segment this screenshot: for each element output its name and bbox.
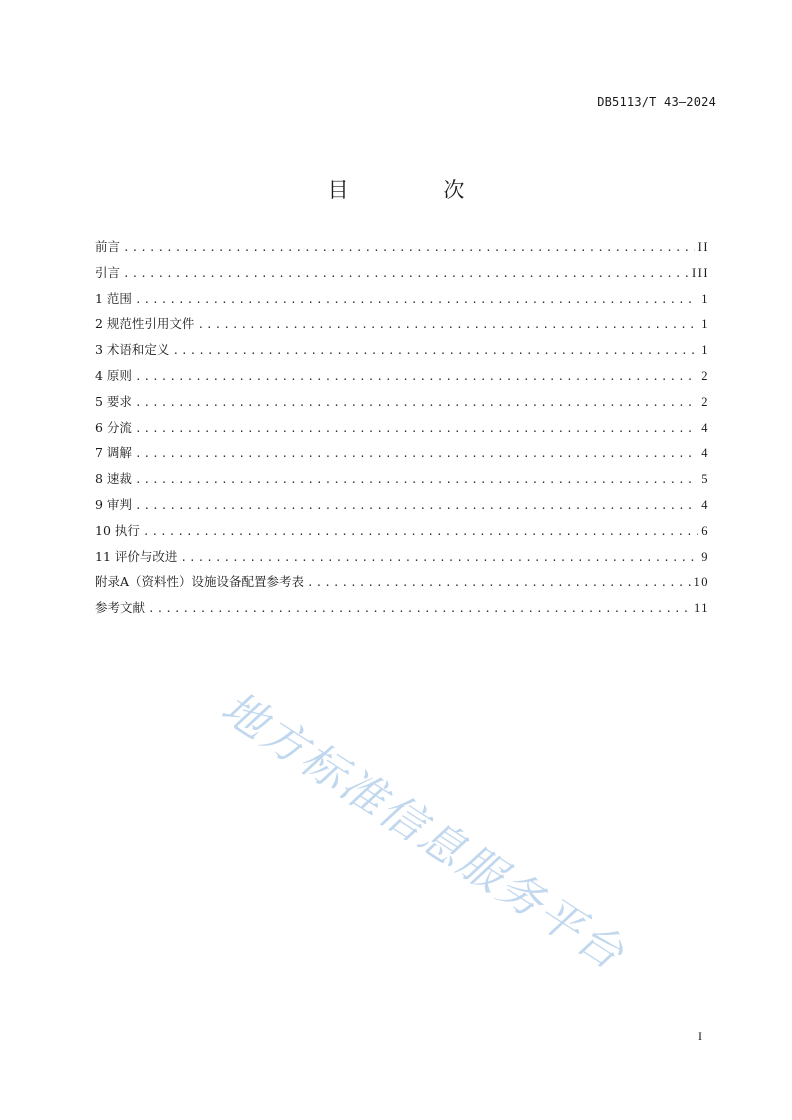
toc-entry-label: 前言 (95, 239, 121, 254)
dot-leader (135, 290, 698, 310)
toc-entry-appendix-a[interactable] (95, 572, 709, 598)
dot-leader (143, 522, 698, 542)
toc-entry-label: 1 范围 (95, 290, 132, 306)
toc-entry-label: 2 规范性引用文件 (95, 316, 195, 332)
toc-entry-label: 7 调解 (95, 445, 132, 461)
toc-entry-page: 2 (701, 368, 709, 383)
toc-entry-label: 9 审判 (95, 496, 132, 512)
toc-entry-label: 5 要求 (95, 393, 132, 409)
toc-entry-evaluation-improvement[interactable] (95, 547, 709, 573)
toc-entry-trial[interactable] (95, 495, 709, 521)
dot-leader (135, 419, 698, 439)
dot-leader (197, 315, 698, 335)
toc-entry-label: 4 原则 (95, 367, 132, 383)
toc-entry-terms-definitions[interactable] (95, 340, 709, 366)
toc-entry-label: 参考文献 (95, 600, 146, 616)
toc-entry-page: 9 (701, 549, 709, 564)
toc-entry-page: III (692, 265, 709, 280)
toc-entry-label: 6 分流 (95, 419, 132, 435)
page-title: 目 次 (327, 178, 509, 202)
toc-entry-page: 1 (701, 343, 709, 358)
dot-leader (123, 264, 689, 284)
toc-entry-label: 8 速裁 (95, 471, 132, 487)
toc-entry-page: 1 (701, 291, 709, 306)
toc-entry-page: 5 (701, 472, 709, 487)
dot-leader (172, 341, 698, 361)
toc-entry-page: 10 (693, 575, 709, 590)
dot-leader (135, 367, 698, 387)
dot-leader (135, 470, 698, 490)
document-code: DB5113/T 43—2024 (597, 95, 716, 109)
toc-entry-page: 4 (701, 420, 709, 435)
toc-entry-fast-track[interactable] (95, 469, 709, 495)
toc-entry-label: 附录A（资料性）设施设备配置参考表 (95, 574, 305, 590)
dot-leader (135, 444, 698, 464)
dot-leader (180, 548, 698, 568)
toc-entry-page: 11 (693, 601, 709, 616)
dot-leader (123, 238, 695, 258)
toc-entry-page: 4 (701, 497, 709, 512)
toc-entry-page: 4 (701, 446, 709, 461)
dot-leader (135, 393, 698, 413)
dot-leader (148, 599, 691, 619)
toc-entry-introduction[interactable] (95, 263, 709, 289)
toc-entry-diversion[interactable] (95, 418, 709, 444)
toc-entry-label: 3 术语和定义 (95, 342, 170, 358)
toc-entry-page: 2 (701, 394, 709, 409)
toc-entry-mediation[interactable] (95, 443, 709, 469)
toc-entry-principles[interactable] (95, 366, 709, 392)
toc-entry-enforcement[interactable] (95, 521, 709, 547)
toc-entry-page: 6 (701, 523, 709, 538)
toc-entry-page: II (697, 240, 709, 254)
page-number: I (698, 1029, 702, 1043)
toc-entry-bibliography[interactable] (95, 598, 709, 624)
watermark: 地方标准信息服务平台 (212, 681, 635, 981)
dot-leader (135, 496, 698, 516)
toc-entry-label: 引言 (95, 264, 121, 280)
toc-entry-scope[interactable] (95, 289, 709, 315)
toc-entry-requirements[interactable] (95, 392, 709, 418)
toc-entry-normative-references[interactable] (95, 314, 709, 340)
dot-leader (307, 573, 690, 593)
table-of-contents (95, 237, 709, 624)
toc-entry-page: 1 (701, 317, 709, 332)
toc-entry-foreword[interactable] (95, 237, 709, 263)
toc-entry-label: 11 评价与改进 (95, 548, 178, 564)
toc-entry-label: 10 执行 (95, 522, 140, 538)
